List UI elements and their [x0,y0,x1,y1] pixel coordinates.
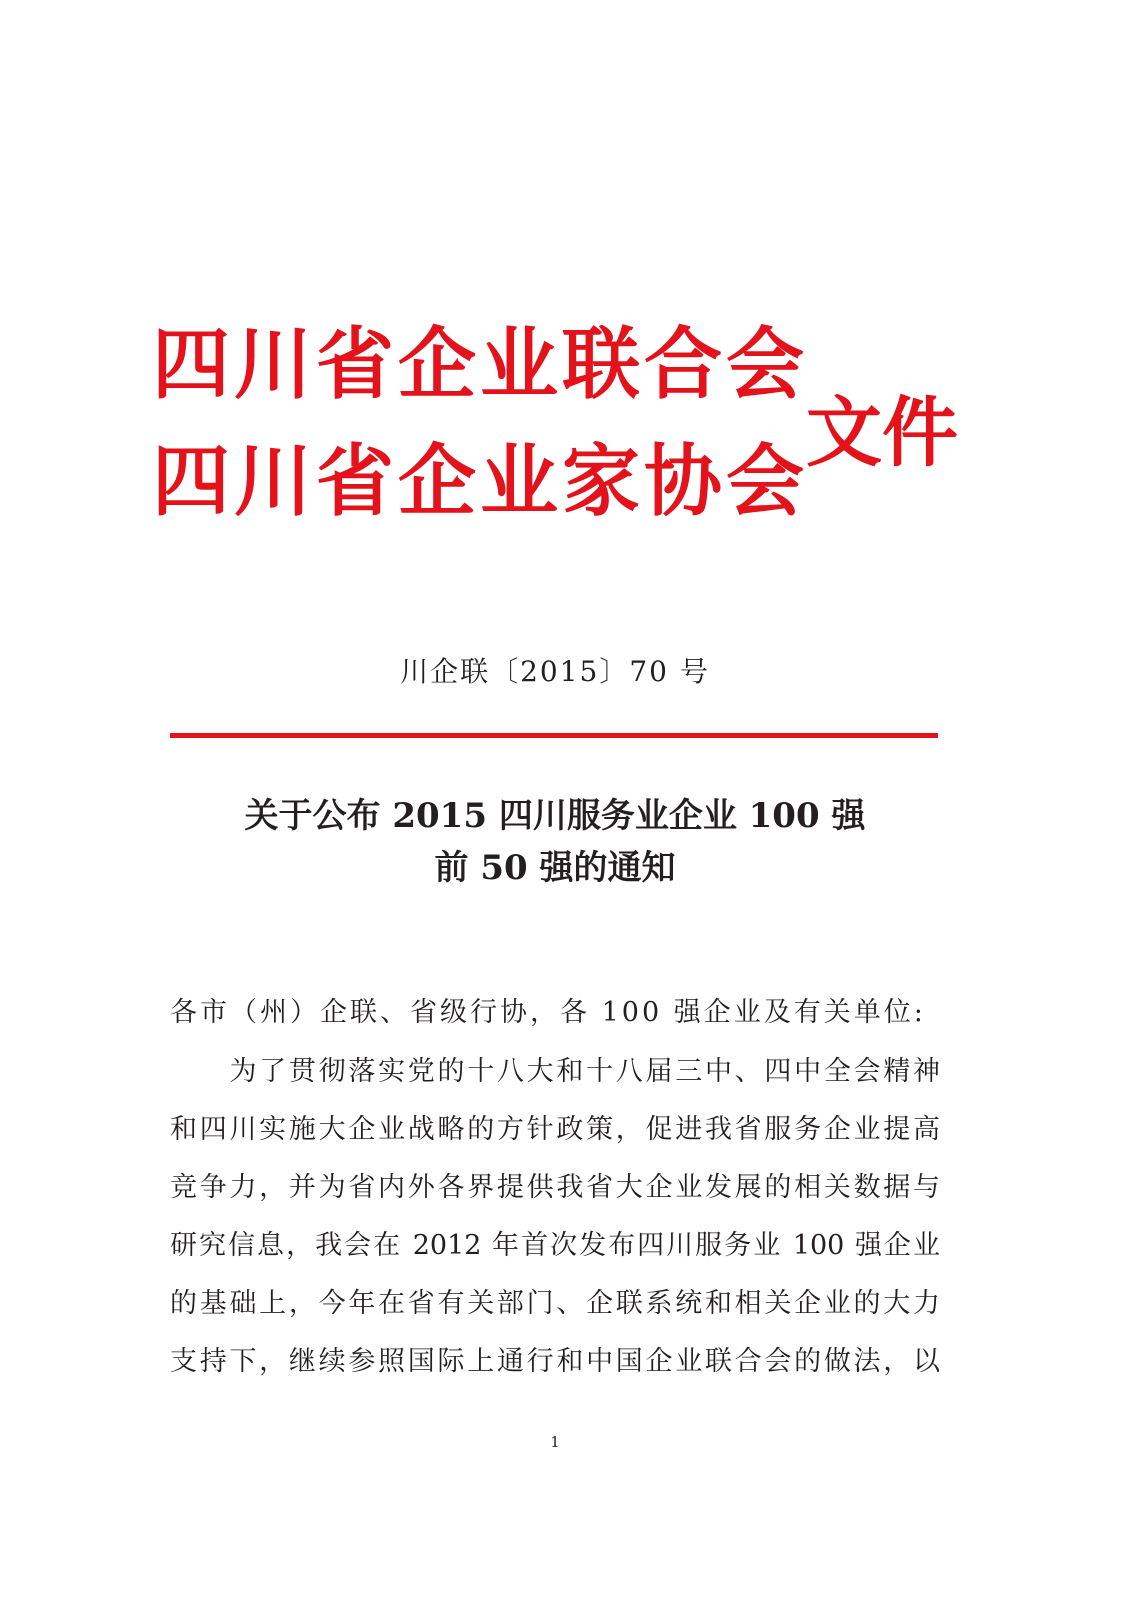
salutation: 各市（州）企联、省级行协，各 100 强企业及有关单位: [170,997,926,1028]
document-number: 川企联〔2015〕70 号 [400,655,710,688]
body-line: 和四川实施大企业战略的方针政策，促进我省服务企业提高 [170,1114,940,1145]
body-line: 竞争力，并为省内外各界提供我省大企业发展的相关数据与 [170,1172,940,1203]
issuer-name-line-1: 四川省企业联合会 [152,320,809,410]
notice-title-line-1: 关于公布 2015 四川服务业企业 100 强 [244,796,866,836]
body-paragraph [170,1043,940,1391]
red-header-divider [170,733,938,738]
body-line: 为了贯彻落实党的十八大和十八届三中、四中全会精神 [170,1056,940,1087]
issuer-name-line-2: 四川省企业家协会 [152,437,809,527]
document-type-label: 文件 [806,388,958,477]
body-line: 研究信息，我会在 2012 年首次发布四川服务业 100 强企业 [170,1230,940,1261]
notice-title-line-2: 前 50 强的通知 [434,848,676,888]
body-line: 支持下，继续参照国际上通行和中国企业联合会的做法，以 [170,1346,940,1377]
page-number: 1 [550,1433,560,1451]
body-line: 的基础上，今年在省有关部门、企联系统和相关企业的大力 [170,1288,940,1319]
